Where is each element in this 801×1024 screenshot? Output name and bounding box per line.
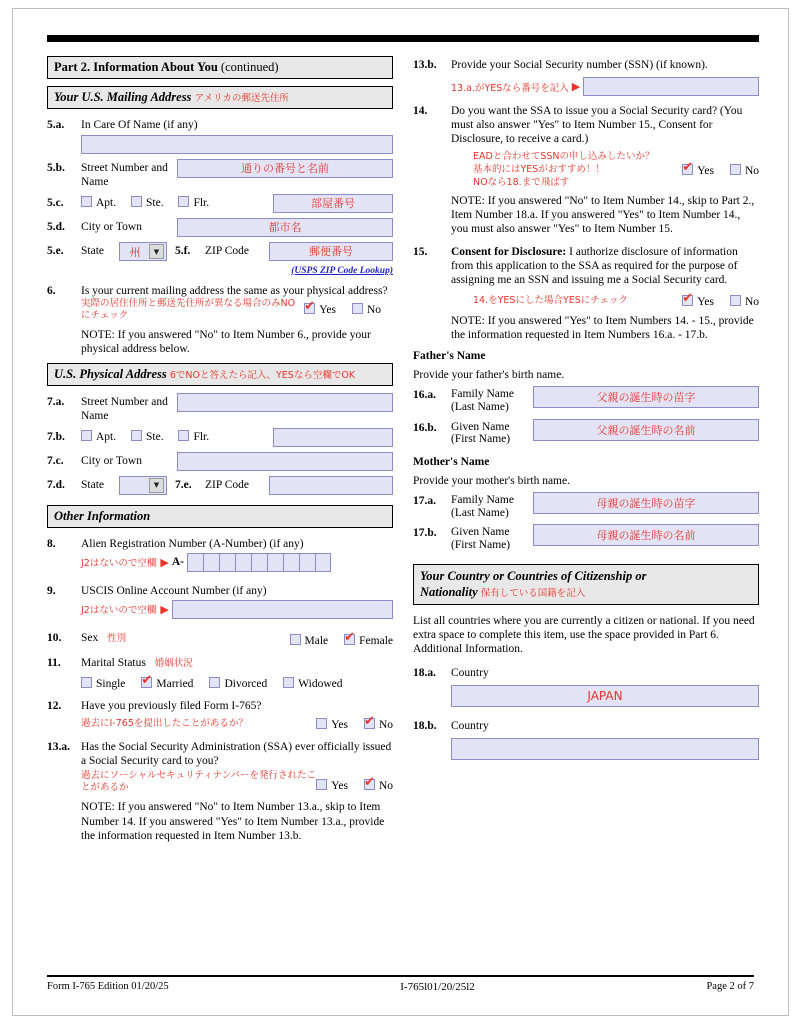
label-5a: In Care Of Name (if any) bbox=[81, 119, 198, 131]
checkbox-box-14-yes[interactable] bbox=[682, 164, 693, 175]
field-row-5d bbox=[47, 218, 393, 237]
item-number-13b: 13.b. bbox=[413, 59, 437, 71]
label-16b-line1: Given Name bbox=[451, 420, 510, 433]
checkbox-label-13a-no: No bbox=[378, 779, 393, 792]
chevron-down-icon[interactable]: ▼ bbox=[149, 244, 164, 259]
field-row-5b bbox=[47, 159, 393, 189]
checkbox-box-10-female[interactable] bbox=[344, 634, 355, 645]
checkbox-15-yes[interactable] bbox=[682, 295, 714, 308]
checkbox-box-7b-flr[interactable] bbox=[178, 430, 189, 441]
field-row-17b bbox=[413, 524, 759, 551]
label-7e: ZIP Code bbox=[205, 478, 249, 491]
input-5f-zip-code[interactable]: 郵便番号 bbox=[269, 242, 393, 261]
citizenship-header-line1: Your Country or Countries of Citizenship or bbox=[420, 568, 647, 583]
checkbox-label-ste: Ste. bbox=[146, 197, 164, 210]
field-row-8 bbox=[47, 535, 393, 577]
item-number-6: 6. bbox=[47, 285, 56, 298]
checkbox-6-no[interactable] bbox=[352, 303, 381, 316]
left-column bbox=[47, 56, 393, 849]
checkbox-box-11-widowed[interactable] bbox=[283, 677, 294, 688]
arrow-icon-9: ▶ bbox=[160, 602, 169, 616]
field-row-9 bbox=[47, 582, 393, 624]
checkbox-7b-apt[interactable] bbox=[81, 430, 116, 444]
field-row-15 bbox=[413, 243, 759, 287]
label-18b: Country bbox=[451, 720, 489, 733]
fathers-name-instruction: Provide your father's birth name. bbox=[413, 369, 565, 382]
input-8-a-number[interactable] bbox=[187, 553, 331, 572]
checkbox-label-6-no: No bbox=[366, 304, 381, 317]
checkbox-10-male[interactable] bbox=[290, 634, 329, 647]
label-6: Is your current mailing address the same as your physical address? bbox=[81, 285, 388, 298]
field-row-5a bbox=[47, 116, 393, 154]
annotation-14-line3: NOなら18.まで飛ばす bbox=[473, 176, 570, 188]
label-7a: Street Number and Name bbox=[81, 395, 168, 422]
checkbox-box-6-no[interactable] bbox=[352, 303, 363, 314]
a-number-box[interactable] bbox=[235, 553, 251, 572]
checkbox-box-flr[interactable] bbox=[178, 196, 189, 207]
physical-address-header bbox=[47, 363, 393, 386]
item-number-12: 12. bbox=[47, 699, 62, 712]
checkbox-box-7b-apt[interactable] bbox=[81, 430, 92, 441]
checkbox-box-apt[interactable] bbox=[81, 196, 92, 207]
label-8: Alien Registration Number (A-Number) (if any) bbox=[81, 537, 304, 550]
footer-page-number: Page 2 of 7 bbox=[706, 981, 754, 992]
item-number-5e: 5.e. bbox=[47, 245, 64, 258]
label-5b: Street Number and Name bbox=[81, 162, 168, 189]
annotation-12: 過去にI-765を提出したことがあるか？ bbox=[81, 717, 248, 729]
checkbox-label-11-married: Married bbox=[156, 677, 194, 690]
checkbox-label-7b-apt: Apt. bbox=[96, 430, 117, 443]
footer-form-edition: Form I-765 Edition 01/20/25 bbox=[47, 981, 169, 992]
input-16a-father-family-name[interactable]: 父親の誕生時の苗字 bbox=[533, 386, 759, 408]
field-row-10 bbox=[47, 629, 393, 649]
checkbox-label-10-male: Male bbox=[304, 634, 329, 647]
checkbox-7b-flr[interactable] bbox=[178, 430, 209, 444]
checkbox-label-13a-yes: Yes bbox=[331, 779, 348, 792]
footer-form-id: I-765l01/20/25l2 bbox=[400, 981, 475, 993]
item-number-13a: 13.a. bbox=[47, 740, 70, 753]
checkbox-13a-no[interactable] bbox=[364, 779, 393, 792]
other-information-title: Other Information bbox=[54, 508, 151, 523]
label-15-bold: Consent for Disclosure: bbox=[451, 245, 567, 258]
checkbox-14-yes[interactable] bbox=[682, 164, 714, 177]
field-row-5e bbox=[47, 242, 393, 261]
item-number-11: 11. bbox=[47, 656, 61, 669]
item-number-17b: 17.b. bbox=[413, 527, 437, 540]
checkbox-box-13a-no[interactable] bbox=[364, 779, 375, 790]
label-13b: Provide your Social Security number (SSN) (if known). bbox=[451, 59, 708, 71]
item-number-16b: 16.b. bbox=[413, 421, 437, 434]
select-5e-state-value: 州 bbox=[129, 245, 141, 259]
checkbox-label-11-widowed: Widowed bbox=[298, 677, 343, 690]
input-5d-city-or-town[interactable]: 都市名 bbox=[177, 218, 393, 237]
checkbox-box-13a-yes[interactable] bbox=[316, 779, 327, 790]
field-row-11 bbox=[47, 654, 393, 692]
label-16a-line1: Family Name bbox=[451, 388, 514, 401]
checkbox-label-11-divorced: Divorced bbox=[224, 677, 268, 690]
label-17b-line2: (First Name) bbox=[451, 538, 511, 551]
field-row-12 bbox=[47, 697, 393, 733]
checkbox-11-married[interactable] bbox=[141, 677, 193, 690]
checkbox-box-11-single[interactable] bbox=[81, 677, 92, 688]
checkbox-label-15-yes: Yes bbox=[697, 295, 714, 308]
item-number-14: 14. bbox=[413, 105, 428, 118]
item-number-18a: 18.a. bbox=[413, 667, 436, 680]
input-18b-country[interactable] bbox=[451, 738, 759, 760]
chevron-down-icon-7d[interactable]: ▼ bbox=[149, 478, 164, 493]
checkbox-6-yes[interactable] bbox=[304, 303, 336, 316]
checkbox-label-7b-ste: Ste. bbox=[146, 430, 164, 443]
item-number-9: 9. bbox=[47, 584, 56, 597]
item-number-8: 8. bbox=[47, 537, 56, 550]
a-number-box[interactable] bbox=[187, 553, 203, 572]
citizenship-header bbox=[413, 564, 759, 606]
annotation-9: J2はないので空欄 bbox=[81, 605, 157, 617]
checkbox-box-15-yes[interactable] bbox=[682, 295, 693, 306]
label-17a-line1: Family Name bbox=[451, 494, 514, 507]
item-number-16a: 16.a. bbox=[413, 389, 436, 402]
checkbox-label-12-yes: Yes bbox=[331, 718, 348, 731]
field-row-6 bbox=[47, 282, 393, 323]
checkbox-label-7b-flr: Flr. bbox=[193, 430, 210, 443]
checkbox-box-ste[interactable] bbox=[131, 196, 142, 207]
checkbox-box-11-married[interactable] bbox=[141, 677, 152, 688]
checkbox-label-15-no: No bbox=[744, 295, 759, 308]
mothers-name-instruction: Provide your mother's birth name. bbox=[413, 475, 570, 487]
annotation-6: 実際の居住住所と郵送先住所が異なる場合のみNOにチェック bbox=[81, 298, 296, 322]
part2-header bbox=[47, 56, 393, 79]
a-number-box[interactable] bbox=[219, 553, 235, 572]
item-number-5c: 5.c. bbox=[47, 197, 64, 210]
item-number-15: 15. bbox=[413, 245, 428, 258]
top-rule bbox=[47, 35, 759, 42]
checkbox-box-15-no[interactable] bbox=[730, 295, 741, 306]
part2-header-label: Part 2. Information About You bbox=[54, 60, 218, 74]
input-5c-unit-number[interactable]: 部屋番号 bbox=[273, 194, 393, 213]
label-8-a-prefix: A- bbox=[171, 556, 184, 569]
label-13a: Has the Social Security Administration (SSA) ever officially issued a Social Security card to you? bbox=[81, 740, 392, 767]
checkbox-label-11-single: Single bbox=[96, 677, 126, 690]
a-number-box[interactable] bbox=[283, 553, 299, 572]
field-row-17a bbox=[413, 492, 759, 519]
checkbox-13a-yes[interactable] bbox=[316, 779, 348, 792]
field-row-14 bbox=[413, 102, 759, 146]
item-number-7d: 7.d. bbox=[47, 478, 65, 491]
checkbox-label-apt: Apt. bbox=[96, 197, 117, 210]
field-row-7a bbox=[47, 393, 393, 423]
mothers-name-heading: Mother's Name bbox=[413, 456, 490, 468]
annotation-10: 性別 bbox=[107, 632, 127, 644]
label-5f: ZIP Code bbox=[205, 245, 249, 258]
checkbox-5c-ste[interactable] bbox=[131, 196, 164, 210]
physical-address-annotation: 6でNOと答えたら記入、YESなら空欄でOK bbox=[169, 369, 356, 381]
mailing-address-title: Your U.S. Mailing Address bbox=[54, 90, 192, 104]
checkbox-box-10-male[interactable] bbox=[290, 634, 301, 645]
field-row-5c bbox=[47, 194, 393, 213]
label-12: Have you previously filed Form I-765? bbox=[81, 699, 262, 712]
note-6: NOTE: If you answered "No" to Item Number 6., provide your physical address below. bbox=[81, 328, 371, 356]
citizenship-header-annotation: 保有している国籍を記入 bbox=[480, 588, 586, 600]
item-number-7c: 7.c. bbox=[47, 454, 64, 467]
checkbox-box-11-divorced[interactable] bbox=[209, 677, 220, 688]
checkbox-label-12-no: No bbox=[378, 718, 393, 731]
checkbox-7b-ste[interactable] bbox=[131, 430, 164, 444]
citizenship-header-line2: Nationality bbox=[420, 585, 478, 600]
annotation-15: 14.をYESにした場合YESにチェック bbox=[473, 294, 628, 306]
usps-zip-lookup-link[interactable]: (USPS ZIP Code Lookup) bbox=[291, 266, 393, 277]
field-row-7c bbox=[47, 452, 393, 471]
item-number-7b: 7.b. bbox=[47, 430, 65, 443]
checkbox-label-14-no: No bbox=[744, 165, 759, 178]
input-17b-mother-given-name[interactable]: 母親の誕生時の名前 bbox=[533, 524, 759, 546]
label-5d: City or Town bbox=[81, 221, 142, 234]
field-row-16a bbox=[413, 386, 759, 413]
physical-address-title: U.S. Physical Address bbox=[54, 366, 167, 381]
field-row-7d bbox=[47, 476, 393, 495]
a-number-box[interactable] bbox=[299, 553, 315, 572]
checkbox-5c-flr[interactable] bbox=[178, 196, 209, 210]
mailing-address-annotation: アメリカの郵送先住所 bbox=[194, 93, 289, 104]
checkbox-label-14-yes: Yes bbox=[697, 165, 714, 178]
note-15: NOTE: If you answered "Yes" to Item Numbers 14. - 15., provide the information requested in Item Numbers 16.a. - 17.b. bbox=[451, 314, 754, 342]
page-footer bbox=[47, 975, 754, 993]
input-17a-mother-family-name[interactable]: 母親の誕生時の苗字 bbox=[533, 492, 759, 514]
a-number-box[interactable] bbox=[315, 553, 331, 572]
label-9: USCIS Online Account Number (if any) bbox=[81, 584, 267, 597]
checkbox-box-6-yes[interactable] bbox=[304, 303, 315, 314]
annotation-13a: 過去にソーシャルセキュリティナンバーを発行されたことがあるか bbox=[81, 769, 317, 794]
checkbox-11-single[interactable] bbox=[81, 677, 125, 690]
select-5e-state[interactable] bbox=[119, 242, 167, 261]
a-number-box[interactable] bbox=[203, 553, 219, 572]
annotation-14-line2: 基本的にはYESがおすすめ！！ bbox=[473, 163, 605, 175]
label-17a-line2: (Last Name) bbox=[451, 506, 509, 519]
checkbox-box-12-yes[interactable] bbox=[316, 718, 327, 729]
checkbox-box-14-no[interactable] bbox=[730, 164, 741, 175]
item-number-5a: 5.a. bbox=[47, 119, 65, 131]
label-7c: City or Town bbox=[81, 454, 142, 467]
arrow-icon-13b: ▶ bbox=[571, 80, 581, 94]
other-information-header bbox=[47, 505, 393, 528]
label-16a-line2: (Last Name) bbox=[451, 401, 509, 414]
checkbox-11-widowed[interactable] bbox=[283, 677, 342, 690]
checkbox-15-no[interactable] bbox=[730, 295, 759, 308]
item-number-7a: 7.a. bbox=[47, 395, 65, 408]
a-number-box[interactable] bbox=[267, 553, 283, 572]
label-10: Sex bbox=[81, 631, 99, 644]
field-row-13a bbox=[47, 738, 393, 796]
item-number-5f: 5.f. bbox=[175, 245, 191, 258]
input-5a-in-care-of-name[interactable] bbox=[81, 135, 393, 154]
checkbox-10-female[interactable] bbox=[344, 634, 393, 647]
input-5b-street-number-name[interactable]: 通りの番号と名前 bbox=[177, 159, 393, 178]
citizenship-instruction: List all countries where you are currently a citizen or national. If you need extra space to complete this item, use the space provided in Part 6. Additional Information. bbox=[413, 615, 755, 656]
item-number-5b: 5.b. bbox=[47, 162, 65, 175]
input-7e-zip-code[interactable] bbox=[269, 476, 393, 495]
item-number-18b: 18.b. bbox=[413, 720, 437, 733]
item-number-7e: 7.e. bbox=[175, 478, 192, 491]
item-number-10: 10. bbox=[47, 631, 62, 644]
field-row-13b bbox=[413, 56, 759, 72]
checkbox-14-no[interactable] bbox=[730, 164, 759, 177]
annotation-14-line1: EADと合わせてSSNの申し込みしたいか？ bbox=[473, 151, 655, 163]
mailing-address-header bbox=[47, 86, 393, 109]
input-16b-father-given-name[interactable]: 父親の誕生時の名前 bbox=[533, 419, 759, 441]
fathers-name-heading: Father's Name bbox=[413, 350, 486, 363]
input-7a-street-number-name[interactable] bbox=[177, 393, 393, 412]
field-row-16b bbox=[413, 419, 759, 446]
a-number-box[interactable] bbox=[251, 553, 267, 572]
note-13a: NOTE: If you answered "No" to Item Number 13.a., skip to Item Number 14. If you answered "Yes" to Item Number 13.a., provide the information requested in Item Number 13.b. bbox=[81, 801, 385, 842]
label-18a: Country bbox=[451, 667, 489, 680]
label-5e: State bbox=[81, 245, 104, 258]
annotation-11: 婚姻状況 bbox=[154, 657, 193, 669]
checkbox-label-6-yes: Yes bbox=[319, 304, 336, 317]
field-row-18b bbox=[413, 717, 759, 733]
checkbox-11-divorced[interactable] bbox=[209, 677, 267, 690]
right-column bbox=[413, 56, 759, 760]
input-13b-ssn[interactable] bbox=[583, 77, 759, 96]
annotation-8: J2はないので空欄 bbox=[81, 558, 157, 570]
checkbox-12-yes[interactable] bbox=[316, 718, 348, 731]
label-15: I authorize disclosure of information from this application to the SSA as required for the purpose of assigning me an SSN and issuing me a Social Security card. bbox=[451, 245, 738, 286]
field-row-7b bbox=[47, 428, 393, 447]
label-14: Do you want the SSA to issue you a Social Security card? (You must also answer "Yes" to Item Number 15., Consent for Disclosure, to receive a card.) bbox=[451, 105, 743, 146]
item-number-5d: 5.d. bbox=[47, 221, 65, 234]
input-18a-country[interactable]: JAPAN bbox=[451, 685, 759, 707]
part2-header-continued: (continued) bbox=[220, 60, 279, 74]
arrow-icon-8: ▶ bbox=[160, 555, 169, 569]
checkbox-box-7b-ste[interactable] bbox=[131, 430, 142, 441]
label-11: Marital Status bbox=[81, 656, 146, 669]
item-number-17a: 17.a. bbox=[413, 495, 436, 508]
field-row-18a bbox=[413, 664, 759, 680]
note-14: NOTE: If you answered "No" to Item Number 14., skip to Part 2., Item Number 18.a. If you answered "Yes" to Item Number 14., you must also answer "Yes" to Item Number 15. bbox=[451, 194, 755, 236]
label-7d: State bbox=[81, 478, 104, 491]
input-9-uscis-online-account-number[interactable] bbox=[172, 600, 393, 619]
checkbox-box-12-no[interactable] bbox=[364, 718, 375, 729]
label-17b-line1: Given Name bbox=[451, 526, 510, 539]
checkbox-label-10-female: Female bbox=[359, 634, 393, 647]
form-sheet bbox=[12, 8, 789, 1016]
input-7b-unit-number[interactable] bbox=[273, 428, 393, 447]
input-7c-city-or-town[interactable] bbox=[177, 452, 393, 471]
checkbox-5c-apt[interactable] bbox=[81, 196, 116, 210]
checkbox-label-flr: Flr. bbox=[193, 197, 210, 210]
annotation-13b: 13.a.がYESなら番号を記入 bbox=[451, 82, 569, 94]
label-16b-line2: (First Name) bbox=[451, 433, 511, 446]
select-7d-state[interactable] bbox=[119, 476, 167, 495]
checkbox-12-no[interactable] bbox=[364, 718, 393, 731]
